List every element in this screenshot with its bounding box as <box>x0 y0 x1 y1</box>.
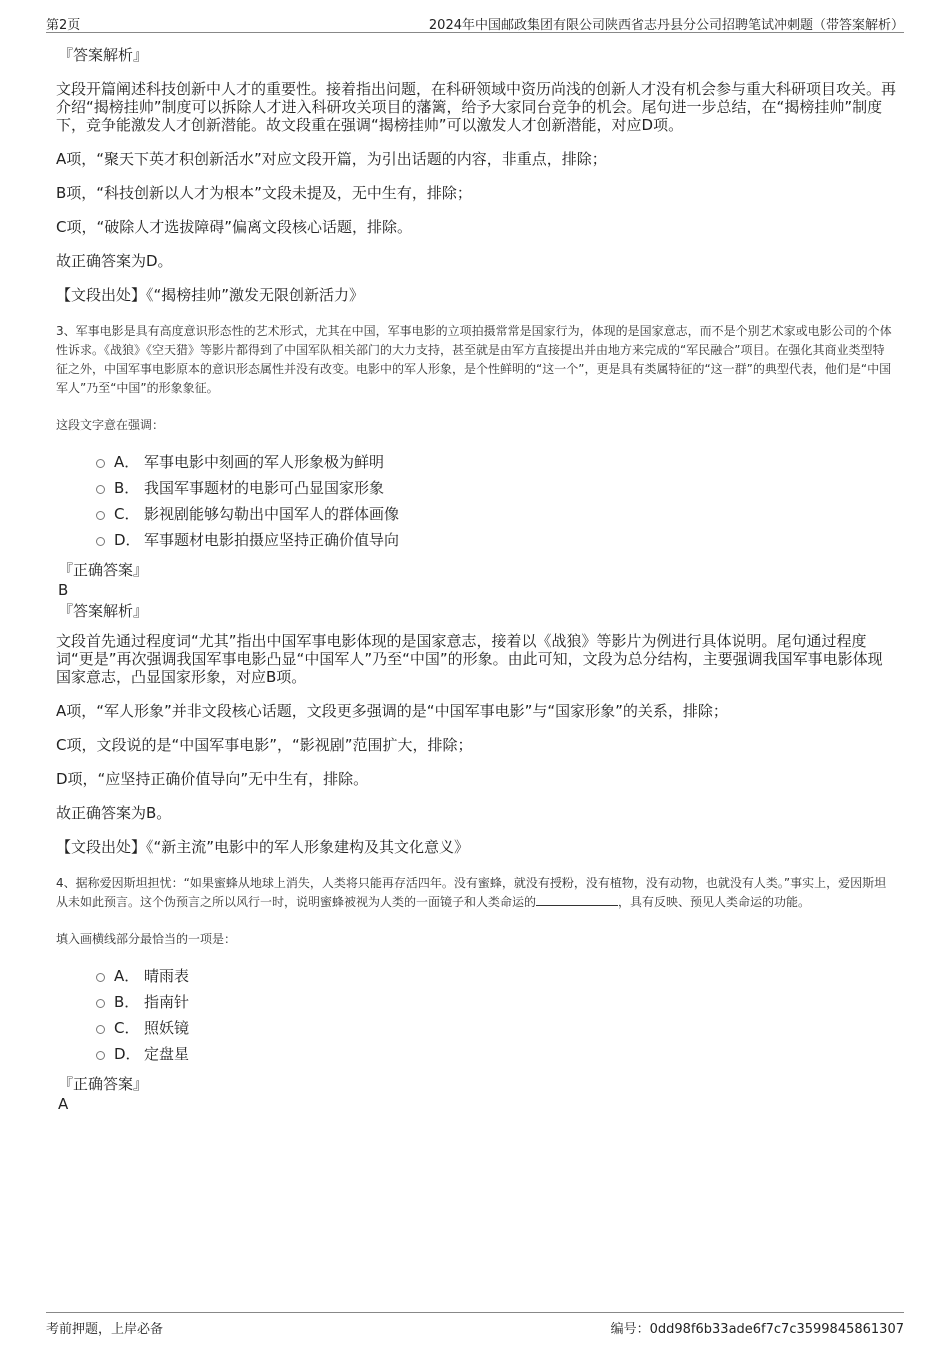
radio-icon[interactable] <box>96 999 105 1008</box>
radio-icon[interactable] <box>96 973 105 982</box>
radio-icon[interactable] <box>96 485 105 494</box>
document-title: 2024年中国邮政集团有限公司陕西省志丹县分公司招聘笔试冲刺题（带答案解析） <box>428 18 904 33</box>
q3-analysis-title: 『答案解析』 <box>58 602 149 620</box>
q2-analysis-b: B项，“科技创新以人才为根本”文段未提及，无中生有，排除； <box>56 184 472 202</box>
q2-conclusion: 故正确答案为D。 <box>56 252 173 270</box>
q4-text: 4、据称爱因斯坦担忧：“如果蜜蜂从地球上消失，人类将只能再存活四年。没有蜜蜂，就没有授粉，没有植物，没有动物，也就没有人类。”事实上，爱因斯坦从未如此预言。这个伪预言之所以风行一时，说明蜜蜂被视为人类的一面镜子和人类命运的 ，具有反映、预见人类命运的功能。 <box>56 876 887 909</box>
q2-source: 【文段出处】《“揭榜挂帅”激发无限创新活力》 <box>56 286 365 304</box>
q4-options <box>56 963 896 1067</box>
document-id: 编号：0dd98f6b33ade6f7c7c3599845861307 <box>610 1322 904 1337</box>
radio-icon[interactable] <box>96 1051 105 1060</box>
page-number: 第2页 <box>46 18 81 33</box>
q2-analysis-a: A项，“聚天下英才积创新活水”对应文段开篇，为引出话题的内容，非重点，排除； <box>56 150 607 168</box>
q4-option-b[interactable]: B． 指南针 <box>56 989 896 1015</box>
footer-slogan: 考前押题，上岸必备 <box>46 1322 164 1337</box>
q3-option-d[interactable]: D． 军事题材电影拍摄应坚持正确价值导向 <box>56 527 896 553</box>
q3-analysis-d: D项，“应坚持正确价值导向”无中生有，排除。 <box>56 770 369 788</box>
q2-analysis-c: C项，“破除人才选拔障碍”偏离文段核心话题，排除。 <box>56 218 413 236</box>
q4-prompt: 填入画横线部分最恰当的一项是： <box>56 932 237 946</box>
q3-conclusion: 故正确答案为B。 <box>56 804 172 822</box>
radio-icon[interactable] <box>96 537 105 546</box>
q3-answer: B <box>58 581 69 599</box>
q3-options <box>56 449 896 553</box>
q3-analysis-a: A项，“军人形象”并非文段核心话题，文段更多强调的是“中国军事电影”与“国家形象”的关系，排除； <box>56 702 728 720</box>
q4-option-a[interactable]: A． 晴雨表 <box>56 963 896 989</box>
q4-option-d[interactable]: D． 定盘星 <box>56 1041 896 1067</box>
q3-source: 【文段出处】《“新主流”电影中的军人形象建构及其文化意义》 <box>56 838 470 856</box>
page-footer <box>46 1312 904 1337</box>
q3-analysis-c: C项，文段说的是“中国军事电影”，“影视剧”范围扩大，排除； <box>56 736 473 754</box>
page-header <box>46 12 904 33</box>
q2-analysis-title: 『答案解析』 <box>58 46 149 64</box>
q3-option-a[interactable]: A． 军事电影中刻画的军人形象极为鲜明 <box>56 449 896 475</box>
q3-option-c[interactable]: C． 影视剧能够勾勒出中国军人的群体画像 <box>56 501 896 527</box>
q3-option-b[interactable]: B． 我国军事题材的电影可凸显国家形象 <box>56 475 896 501</box>
fill-blank <box>536 893 618 906</box>
radio-icon[interactable] <box>96 459 105 468</box>
q3-prompt: 这段文字意在强调： <box>56 418 165 432</box>
q4-answer: A <box>58 1095 69 1113</box>
q3-text: 3、军事电影是具有高度意识形态性的艺术形式，尤其在中国，军事电影的立项拍摄常常是国家行为，体现的是国家意志，而不是个别艺术家或电影公司的个体性诉求。《战狼》《空天猎》等影片都得到了中国军队相关部门的大力支持，甚至就是由军方直接提出并由地方来完成的“军民融合”项目。在强化其商业类型特征之外，中国军事电影原本的意识形态属性并没有改变。电影中的军人形象，是个性鲜明的“这一个”，更是具有类属特征的“这一群”的典型代表，他们是“中国军人”乃至“中国”的形象象征。 <box>56 324 892 395</box>
radio-icon[interactable] <box>96 511 105 520</box>
q2-analysis-main: 文段开篇阐述科技创新中人才的重要性。接着指出问题，在科研领域中资历尚浅的创新人才没有机会参与重大科研项目攻关。再介绍“揭榜挂帅”制度可以拆除人才进入科研攻关项目的藩篱，给予大家同台竞争的机会。尾句进一步总结，在“揭榜挂帅”制度下，竞争能激发人才创新潜能。故文段重在强调“揭榜挂帅”可以激发人才创新潜能，对应D项。 <box>56 80 897 134</box>
q4-option-c[interactable]: C． 照妖镜 <box>56 1015 896 1041</box>
q3-answer-title: 『正确答案』 <box>58 561 149 579</box>
q4-answer-title: 『正确答案』 <box>58 1075 149 1093</box>
document-body <box>56 44 896 1114</box>
q3-analysis-main: 文段首先通过程度词“尤其”指出中国军事电影体现的是国家意志，接着以《战狼》等影片为例进行具体说明。尾句通过程度词“更是”再次强调我国军事电影凸显“中国军人”乃至“中国”的形象。由此可知，文段为总分结构，主要强调我国军事电影体现国家意志，凸显国家形象，对应B项。 <box>56 632 883 686</box>
radio-icon[interactable] <box>96 1025 105 1034</box>
